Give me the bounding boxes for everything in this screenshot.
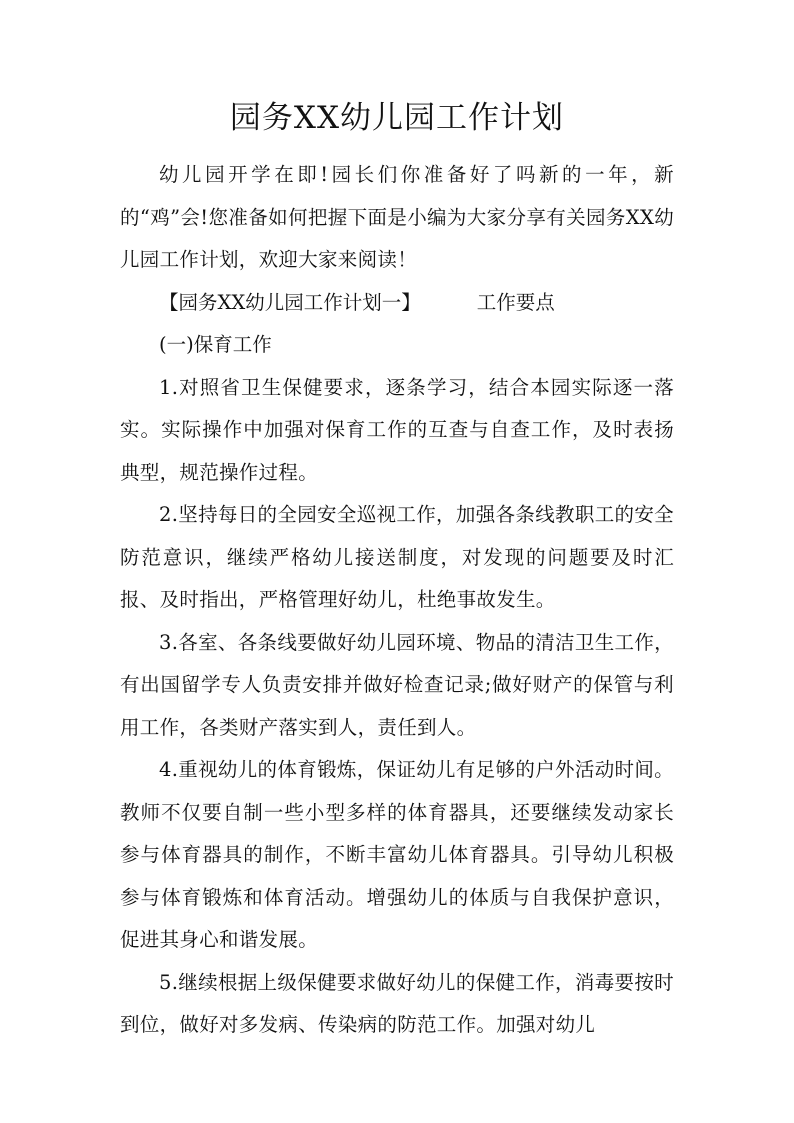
- list-item-2: 2.坚持每日的全园安全巡视工作，加强各条线教职工的安全防范意识，继续严格幼儿接送制度，对发现的问题要及时汇报、及时指出，严格管理好幼儿，杜绝事故发生。: [120, 503, 674, 611]
- list-item-3: 3.各室、各条线要做好幼儿园环境、物品的清洁卫生工作，有出国留学专人负责安排并做好检查记录;做好财产的保管与利用工作，各类财产落实到人，责任到人。: [120, 630, 674, 739]
- list-item-4: 4.重视幼儿的体育锻炼，保证幼儿有足够的户外活动时间。教师不仅要自制一些小型多样的体育器具，还要继续发动家长参与体育器具的制作，不断丰富幼儿体育器具。引导幼儿积极参与体育锻炼和体育活动。增强幼儿的体质与自我保护意识，促进其身心和谐发展。: [120, 758, 674, 951]
- list-item-5: 5.继续根据上级保健要求做好幼儿的保健工作，消毒要按时到位，做好对多发病、传染病的防范工作。加强对幼儿: [120, 970, 674, 1036]
- section-heading: 【园务XX幼儿园工作计划一】: [159, 290, 421, 314]
- intro-paragraph: 幼儿园开学在即!园长们你准备好了吗新的一年，新的“鸡”会!您准备如何把握下面是小编为大家分享有关园务XX幼儿园工作计划，欢迎大家来阅读！: [120, 163, 674, 271]
- document-title: 园务XX幼儿园工作计划: [229, 100, 565, 136]
- section-heading-line: [120, 282, 674, 325]
- list-item-1: 1.对照省卫生保健要求，逐条学习，结合本园实际逐一落实。实际操作中加强对保育工作的互查与自查工作，及时表扬典型，规范操作过程。: [120, 375, 674, 484]
- subsection-heading: (一)保育工作: [159, 333, 272, 356]
- section-subheading: 工作要点: [476, 290, 555, 314]
